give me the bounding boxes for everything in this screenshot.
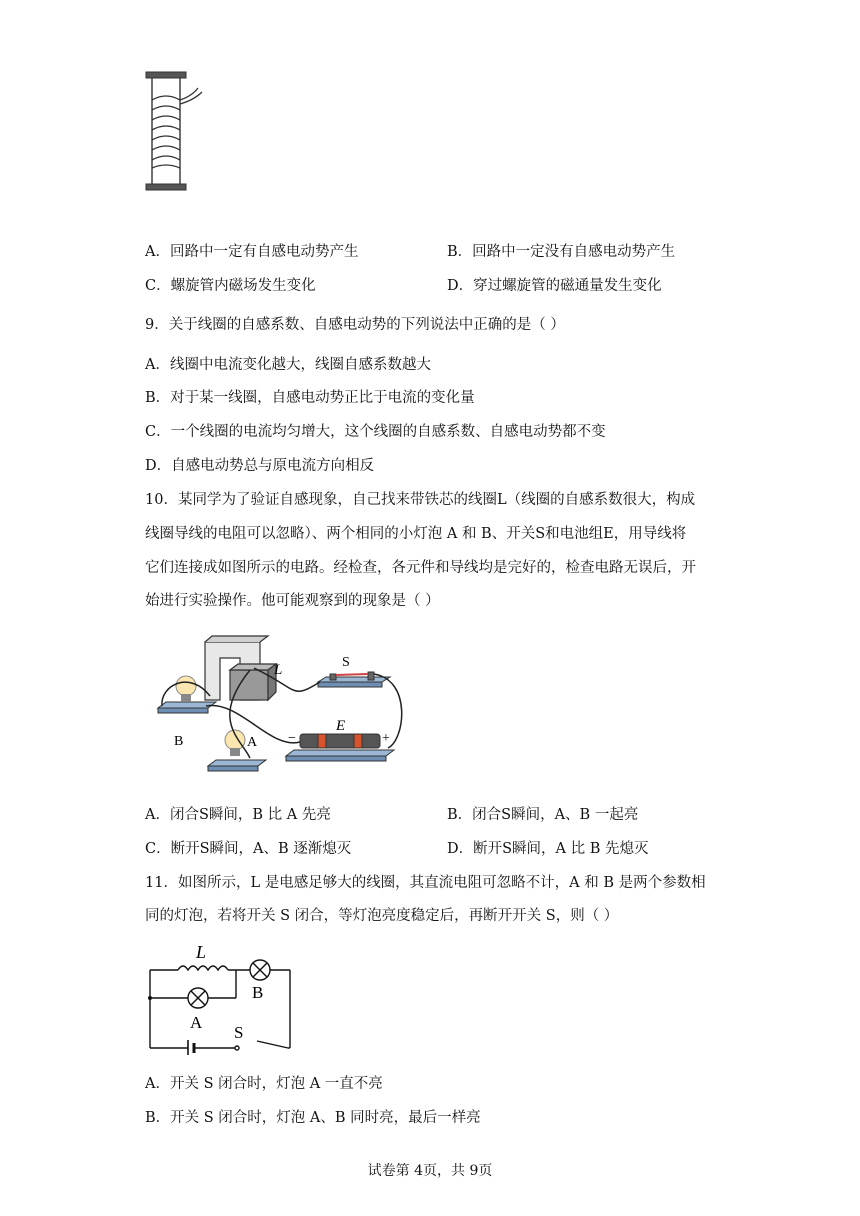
label-S: S (234, 1023, 244, 1042)
q10-stem-line-4: 始进行实验操作。他可能观察到的现象是（ ） (145, 593, 440, 609)
q8-option-d: D．穿过螺旋管的磁通量发生变化 (447, 278, 662, 294)
iron-core-coil (205, 636, 276, 700)
label-minus: − (288, 731, 296, 746)
inductor-l (178, 966, 228, 970)
label-E: E (336, 718, 346, 734)
q10-stem-line-3: 它们连接成如图所示的电路。经检查，各元件和导线均是完好的，检查电路无误后，开 (145, 560, 696, 576)
battery-e (286, 734, 394, 761)
solenoid-figure (140, 70, 210, 194)
label-L: L (196, 942, 207, 962)
q10-option-b: B．闭合S瞬间，A、B 一起亮 (447, 807, 639, 823)
label-L: L (274, 662, 283, 678)
page-footer: 试卷第 4页，共 9页 (367, 1163, 493, 1179)
label-plus: + (382, 731, 390, 746)
q8-option-c: C．螺旋管内磁场发生变化 (145, 278, 316, 294)
q9-option-d: D．自感电动势总与原电流方向相反 (145, 458, 375, 474)
q10-stem-line-2: 线圈导线的电阻可以忽略）、两个相同的小灯泡 A 和 B、开关S和电池组E，用导线将 (145, 526, 687, 542)
q10-stem-line-1: 10．某同学为了验证自感现象，自己找来带铁芯的线圈L（线圈的自感系数很大，构成 (145, 492, 696, 508)
label-A: A (247, 735, 258, 750)
q9-option-c: C．一个线圈的电流均匀增大，这个线圈的自感系数、自感电动势都不变 (145, 424, 606, 440)
q10-option-c: C．断开S瞬间，A、B 逐渐熄灭 (145, 841, 352, 857)
q9-option-b: B．对于某一线圈，自感电动势正比于电流的变化量 (145, 390, 475, 406)
q8-option-b: B．回路中一定没有自感电动势产生 (447, 244, 676, 260)
label-S: S (342, 655, 350, 670)
label-B: B (174, 734, 184, 749)
q10-option-d: D．断开S瞬间，A 比 B 先熄灭 (447, 841, 649, 857)
q9-option-a: A．线圈中电流变化越大，线圈自感系数越大 (145, 357, 431, 373)
q11-option-b: B．开关 S 闭合时，灯泡 A、B 同时亮，最后一样亮 (145, 1110, 481, 1126)
bulb-a (208, 730, 266, 771)
q9-stem: 9．关于线圈的自感系数、自感电动势的下列说法中正确的是（ ） (145, 317, 565, 333)
q10-option-a: A．闭合S瞬间，B 比 A 先亮 (145, 807, 331, 823)
q11-stem-line-1: 11．如图所示，L 是电感足够大的线圈，其直流电阻可忽略不计，A 和 B 是两个参数相 (145, 875, 706, 891)
switch-s (318, 672, 390, 687)
label-B: B (252, 983, 264, 1002)
q11-stem-line-2: 同的灯泡，若将开关 S 闭合，等灯泡亮度稳定后，再断开开关 S，则（ ） (145, 908, 619, 924)
q8-option-a: A．回路中一定有自感电动势产生 (145, 244, 359, 260)
q11-circuit-figure (140, 940, 300, 1055)
q11-option-a: A．开关 S 闭合时，灯泡 A 一直不亮 (145, 1076, 383, 1092)
label-A: A (190, 1013, 203, 1032)
q10-circuit-figure (150, 630, 410, 775)
